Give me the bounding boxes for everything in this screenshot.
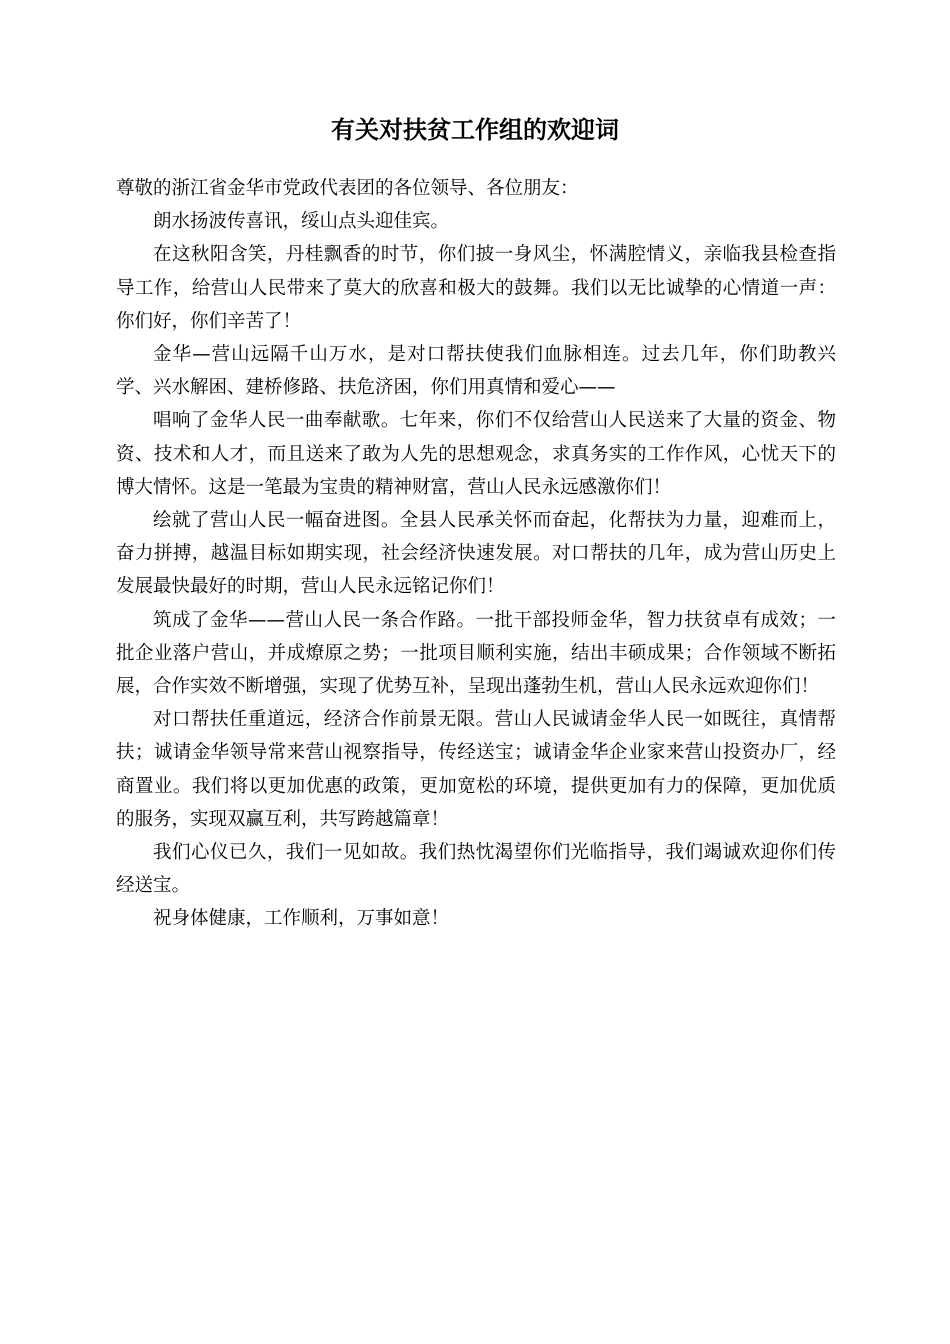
salutation: 尊敬的浙江省金华市党政代表团的各位领导、各位朋友： — [116, 178, 579, 199]
document-body — [116, 172, 836, 936]
paragraph: 绘就了营山人民一幅奋进图。全县人民承关怀而奋起，化帮扶为力量，迎难而上，奋力拼搏，越温目标如期实现，社会经济快速发展。对口帮扶的几年，成为营山历史上发展最快最好的时期，营山人民永远铭记你们！ — [116, 510, 836, 598]
paragraph: 我们心仪已久，我们一见如故。我们热忱渴望你们光临指导，我们竭诚欢迎你们传经送宝。 — [116, 842, 836, 897]
paragraph: 筑成了金华——营山人民一条合作路。一批干部投师金华，智力扶贫卓有成效；一批企业落户营山，并成燎原之势；一批项目顺利实施，结出丰硕成果；合作领域不断拓展，合作实效不断增强，实现了优势互补，呈现出蓬勃生机，营山人民永远欢迎你们！ — [116, 609, 836, 698]
closing-wishes: 祝身体健康，工作顺利，万事如意！ — [153, 908, 450, 930]
paragraph: 金华—营山远隔千山万水，是对口帮扶使我们血脉相连。过去几年，你们助教兴学、兴水解困、建桥修路、扶危济困，你们用真情和爱心—— — [116, 344, 836, 399]
paragraph: 对口帮扶任重道远，经济合作前景无限。营山人民诚请金华人民一如既往，真情帮扶；诚请金华领导常来营山视察指导，传经送宝；诚请金华企业家来营山投资办厂，经商置业。我们将以更加优惠的政策，更加宽松的环境，提供更加有力的保障，更加优质的服务，实现双赢互利，共写跨越篇章！ — [116, 709, 836, 830]
paragraph: 在这秋阳含笑，丹桂飘香的时节，你们披一身风尘，怀满腔情义，亲临我县检查指导工作，给营山人民带来了莫大的欣喜和极大的鼓舞。我们以无比诚挚的心情道一声：你们好，你们辛苦了！ — [116, 244, 836, 332]
paragraph: 朗水扬波传喜讯，绥山点头迎佳宾。 — [153, 211, 450, 233]
document-title: 有关对扶贫工作组的欢迎词 — [331, 116, 619, 144]
paragraph: 唱响了金华人民一曲奉献歌。七年来，你们不仅给营山人民送来了大量的资金、物资、技术和人才，而且送来了敢为人先的思想观念，求真务实的工作作风，心忧天下的博大情怀。这是一笔最为宝贵的精神财富，营山人民永远感激你们！ — [116, 410, 836, 498]
